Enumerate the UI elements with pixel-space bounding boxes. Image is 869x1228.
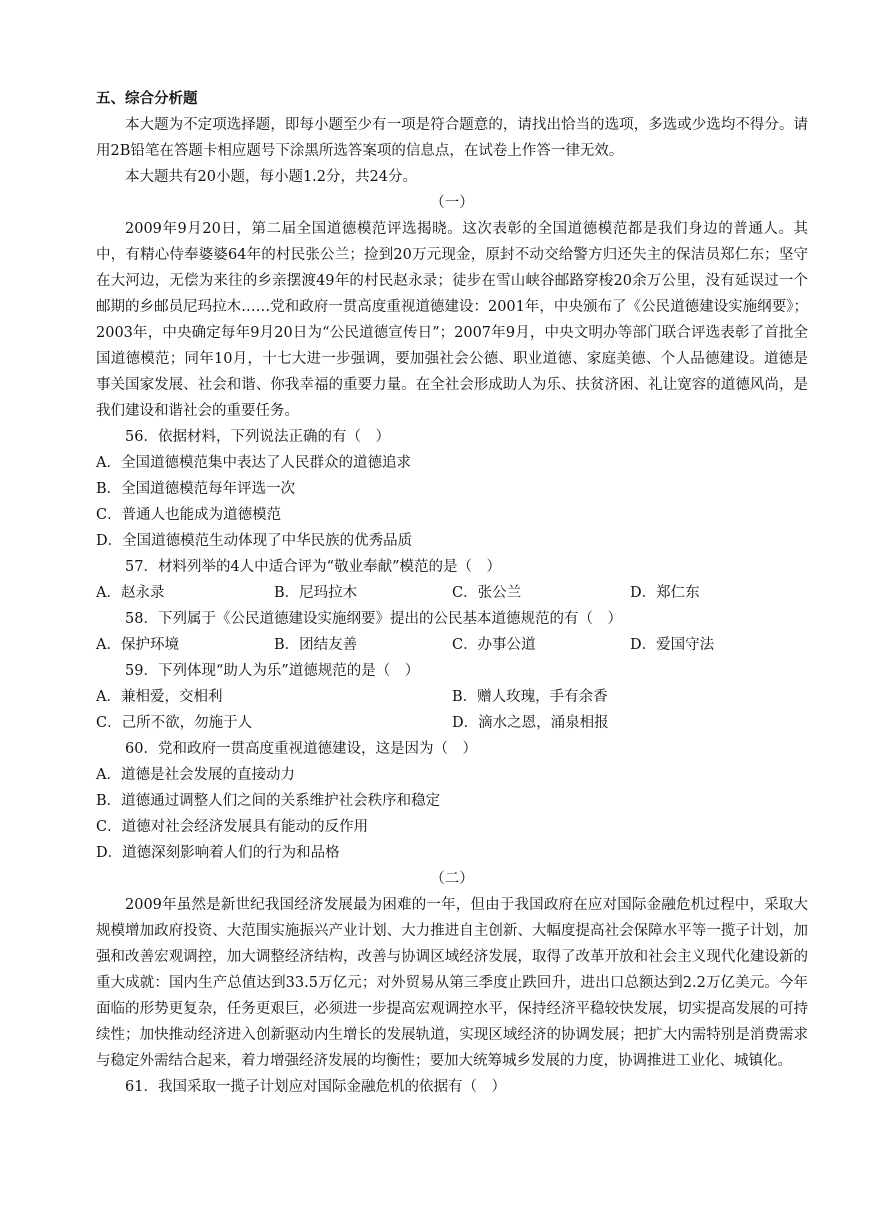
q57-option-a: A．赵永录 xyxy=(96,585,165,601)
q60-option-b: B．道德通过调整人们之间的关系维护社会秩序和稳定 xyxy=(96,793,441,809)
q57-options xyxy=(96,580,808,606)
instruction-line-3: 本大题共有20小题，每小题1.2分，共24分。 xyxy=(125,169,417,185)
q58-option-d: D．爱国守法 xyxy=(630,637,715,653)
q60-option-c: C．道德对社会经济发展具有能动的反作用 xyxy=(96,819,369,835)
q58-option-a: A．保护环境 xyxy=(96,637,179,653)
question-56-stem: 56．依据材料，下列说法正确的有（ ） xyxy=(125,429,390,445)
question-60-stem: 60．党和政府一贯高度重视道德建设，这是因为（ ） xyxy=(125,741,477,757)
instruction-line-2: 请用2B铅笔在答题卡相应题号下涂黑所选答案项的信息点，在试卷上作答一律无效。 xyxy=(96,117,808,159)
q59-options-row-2 xyxy=(96,710,808,736)
q58-option-b: B．团结友善 xyxy=(274,637,358,653)
part1-label: （一） xyxy=(430,195,474,211)
section-heading: 五、综合分析题 xyxy=(96,90,198,107)
exam-content xyxy=(96,86,808,1100)
q59-option-a: A．兼相爱，交相利 xyxy=(96,689,223,705)
q59-option-b: B．赠人玫瑰，手有余香 xyxy=(452,689,608,705)
question-61-stem: 61．我国采取一揽子计划应对国际金融危机的依据有（ ） xyxy=(125,1079,506,1095)
q56-option-b: B．全国道德模范每年评选一次 xyxy=(96,481,296,497)
q59-options-row-1 xyxy=(96,684,808,710)
part1-material: 2009年9月20日，第二届全国道德模范评选揭晓。这次表彰的全国道德模范都是我们身边的普通人。其中，有精心侍奉婆婆64年的村民张公兰；捡到20万元现金，原封不动交给警方归还失主的保洁员郑仁东；坚守在大河边，无偿为来往的乡亲摆渡49年的村民赵永录；徒步在雪山峡谷邮路穿梭20余万公里，没有延误过一个邮期的乡邮员尼玛拉木……党和政府一贯高度重视道德建设：2001年，中央颁布了《公民道德建设实施纲要》；2003年，中央确定每年9月20日为“公民道德宣传日”；2007年9月，中央文明办等部门联合评选表彰了首批全国道德模范；同年10月，十七大进一步强调，要加强社会公德、职业道德、家庭美德、个人品德建设。道德是事关国家发展、社会和谐、你我幸福的重要力量。在全社会形成助人为乐、扶贫济困、礼让宽容的道德风尚，是我们建设和谐社会的重要任务。 xyxy=(96,221,808,419)
question-59-stem: 59．下列体现“助人为乐”道德规范的是（ ） xyxy=(125,663,420,679)
q58-options xyxy=(96,632,808,658)
question-57-stem: 57．材料列举的4人中适合评为“敬业奉献”模范的是（ ） xyxy=(125,559,501,575)
part2-label: （二） xyxy=(430,871,474,887)
instruction-line-1: 本大题为不定项选择题，即每小题至少有一项是符合题意的，请找出恰当的选项，多选或少选均不得分。 xyxy=(125,117,794,133)
part2-material: 2009年虽然是新世纪我国经济发展最为困难的一年，但由于我国政府在应对国际金融危机过程中，采取大规模增加政府投资、大范围实施振兴产业计划、大力推进自主创新、大幅度提高社会保障水平等一揽子计划，加强和改善宏观调控，加大调整经济结构，改善与协调区域经济发展，取得了改革开放和社会主义现代化建设新的重大成就：国内生产总值达到33.5万亿元；对外贸易从第三季度止跌回升，进出口总额达到2.2万亿美元。今年面临的形势更复杂，任务更艰巨，必须进一步提高宏观调控水平，保持经济平稳较快发展，切实提高发展的可持续性；加快推动经济进入创新驱动内生增长的发展轨道，实现区域经济的协调发展；把扩大内需特别是消费需求与稳定外需结合起来，着力增强经济发展的均衡性；要加大统筹城乡发展的力度，协调推进工业化、城镇化。 xyxy=(96,897,808,1069)
q57-option-b: B．尼玛拉木 xyxy=(274,585,358,601)
instructions-paragraph xyxy=(96,112,808,164)
q56-option-a: A．全国道德模范集中表达了人民群众的道德追求 xyxy=(96,455,411,471)
q57-option-d: D．郑仁东 xyxy=(630,585,700,601)
q60-option-d: D．道德深刻影响着人们的行为和品格 xyxy=(96,845,340,861)
q58-option-c: C．办事公道 xyxy=(452,637,536,653)
q60-option-a: A．道德是社会发展的直接动力 xyxy=(96,767,295,783)
q59-option-d: D．滴水之恩，涌泉相报 xyxy=(452,715,609,731)
q56-option-c: C．普通人也能成为道德模范 xyxy=(96,507,282,523)
q57-option-c: C．张公兰 xyxy=(452,585,522,601)
question-58-stem: 58．下列属于《公民道德建设实施纲要》提出的公民基本道德规范的有（ ） xyxy=(125,611,622,627)
q56-option-d: D．全国道德模范生动体现了中华民族的优秀品质 xyxy=(96,533,413,549)
q59-option-c: C．己所不欲，勿施于人 xyxy=(96,715,253,731)
